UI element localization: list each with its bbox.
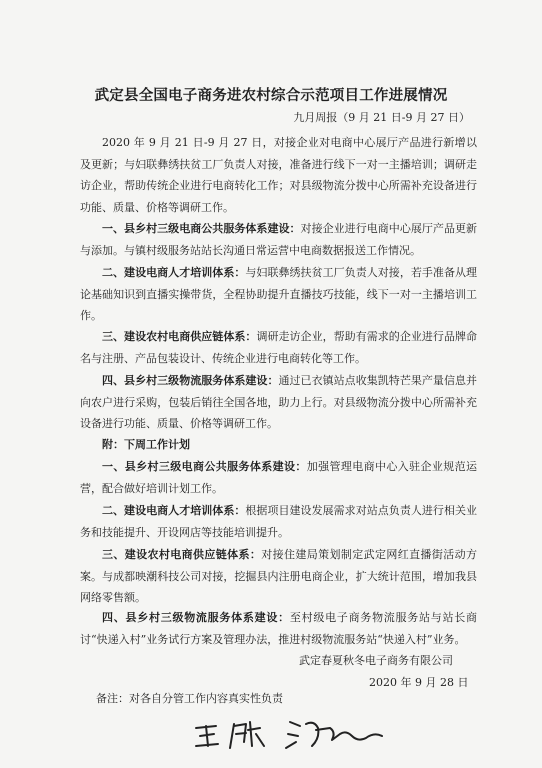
- section-4-body: 通过已衣镇站点收集凯特芒果产量信息并向农户进行采购，包装后销往全国各地，助力上行。对县级物流分拨中心所需补充设备进行功能、质量、价格等调研工作。: [80, 374, 477, 430]
- document-title: 武定县全国电子商务进农村综合示范项目工作进展情况: [94, 87, 448, 104]
- plan-item-2-body: 根据项目建设发展需求对站点负责人进行相关业务和技能提升、开设网店等技能培训提升。: [80, 504, 478, 539]
- plan-item-4: [80, 607, 477, 650]
- plan-item-1-body: 加强管理电商中心入驻企业规范运营，配合做好培训计划工作。: [80, 460, 477, 495]
- plan-item-3-heading: 三、建设农村电商供应链体系：: [102, 548, 262, 561]
- section-3-heading: 三、建设农村电商供应链体系：: [102, 330, 257, 343]
- next-week-plan-heading: 附：下周工作计划: [102, 438, 190, 451]
- section-2-body: 与妇联彝绣扶贫工厂负责人对接，若手准备从理论基础知识到直播实操带货，全程协助提升直播技巧技能，线下一对一主播培训工作。: [80, 266, 478, 322]
- handwritten-signatures: [190, 712, 410, 756]
- summary-paragraph: 2020 年 9 月 21 日-9 月 27 日，对接企业对电商中心展厅产品进行新增以及更新；与妇联彝绣扶贫工厂负责人对接，准备进行线下一对一主播培训；调研走访企业，帮助传统企业进行电商转化工作；对县级物流分拨中心所需补充设备进行功能、质量、价格等调研工作。: [80, 136, 477, 214]
- plan-item-1: [80, 456, 477, 499]
- plan-item-4-heading: 四、县乡村三级物流服务体系建设：: [102, 611, 290, 624]
- section-2: [80, 262, 477, 327]
- section-1-body: 对接企业进行电商中心展厅产品更新与添加。与镇村级服务站站长沟通日常运营中电商数据报送工作情况。: [80, 222, 478, 257]
- plan-item-2-heading: 二、建设电商人才培训体系：: [102, 504, 246, 517]
- report-period: 九月周报（9 月 21 日-9 月 27 日）: [293, 111, 470, 124]
- section-4-heading: 四、县乡村三级物流服务体系建设：: [102, 374, 279, 387]
- remark-note: 备注：对各自分管工作内容真实性负责: [96, 692, 283, 705]
- plan-item-4-body: 至村级电子商务物流服务站与站长商讨“快递入村”业务试行方案及管理办法，推进村级物流服务站“快递入村”业务。: [80, 611, 478, 646]
- plan-item-3-body: 对接住建局策划制定武定网红直播街活动方案。与成都映潮科技公司对接，挖掘县内注册电商企业，扩大统计范围，增加我县网络零售额。: [80, 548, 477, 604]
- plan-item-3: [80, 544, 477, 609]
- section-1: [80, 218, 477, 261]
- section-4: [80, 370, 477, 435]
- section-1-heading: 一、县乡村三级电商公共服务体系建设：: [102, 222, 301, 235]
- company-name: 武定春夏秋冬电子商务有限公司: [299, 654, 453, 667]
- plan-item-2: [80, 500, 477, 543]
- report-date: 2020 年 9 月 28 日: [369, 676, 469, 689]
- section-3-body: 调研走访企业，帮助有需求的企业进行品牌命名与注册、产品包装设计、传统企业进行电商转化等工作。: [80, 330, 478, 365]
- plan-item-1-heading: 一、县乡村三级电商公共服务体系建设：: [102, 460, 307, 473]
- section-3: [80, 326, 477, 369]
- section-2-heading: 二、建设电商人才培训体系：: [102, 266, 246, 279]
